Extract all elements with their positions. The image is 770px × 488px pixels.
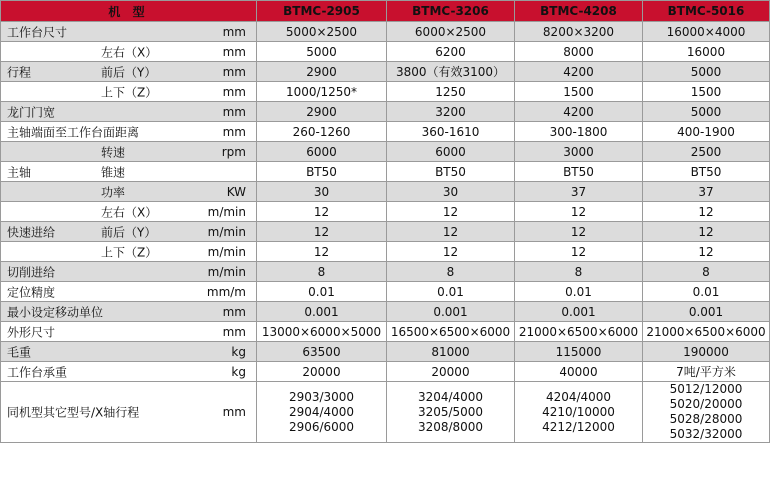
row-label [1, 122, 257, 142]
spec-value: 5000×2500 [257, 22, 387, 42]
unit-label: mm [222, 64, 246, 79]
spec-value: 6200 [387, 42, 515, 62]
spec-value: 2900 [257, 102, 387, 122]
unit-label: mm [222, 304, 246, 319]
unit-label: m/min [207, 244, 246, 259]
model-header: BTMC-5016 [643, 1, 770, 22]
unit-label: mm [222, 44, 246, 59]
spec-row [1, 82, 770, 102]
spec-row [1, 142, 770, 162]
unit-label: mm [222, 24, 246, 39]
row-label [1, 302, 257, 322]
spec-value: 20000 [387, 362, 515, 382]
spec-value: 7吨/平方米 [643, 362, 770, 382]
spec-value: 1250 [387, 82, 515, 102]
row-label [1, 142, 257, 162]
spec-value: 0.001 [515, 302, 643, 322]
spec-value: 12 [643, 242, 770, 262]
spec-row [1, 42, 770, 62]
variant-item: 3208/8000 [417, 419, 484, 434]
row-label [1, 342, 257, 362]
spec-row [1, 262, 770, 282]
row-label [1, 162, 257, 182]
param-name: 定位精度 [7, 285, 56, 299]
variant-item: 4204/4000 [545, 389, 612, 404]
param-name: 最小设定移动单位 [7, 305, 104, 319]
spec-value: BT50 [643, 162, 770, 182]
spec-value: 400-1900 [643, 122, 770, 142]
spec-value: 81000 [387, 342, 515, 362]
variant-list [643, 382, 770, 443]
spec-value: 115000 [515, 342, 643, 362]
spec-row [1, 222, 770, 242]
variant-item: 3205/5000 [417, 404, 484, 419]
param-name: 工作台尺寸 [7, 25, 68, 39]
row-label [1, 202, 257, 222]
model-header-label: 机 型 [1, 1, 257, 22]
spec-value: 1500 [515, 82, 643, 102]
spec-value: 16000×4000 [643, 22, 770, 42]
spec-value: 16500×6500×6000 [387, 322, 515, 342]
row-label [1, 182, 257, 202]
unit-label: m/min [207, 224, 246, 239]
sub-param: 左右（X） [101, 45, 158, 59]
sub-param: 上下（Z） [101, 85, 158, 99]
variant-item: 5032/32000 [669, 427, 743, 441]
spec-value: 0.001 [643, 302, 770, 322]
spec-value: 12 [515, 202, 643, 222]
variant-item: 5020/20000 [669, 397, 743, 411]
variant-item: 5012/12000 [669, 382, 743, 396]
spec-value: 5000 [257, 42, 387, 62]
model-header: BTMC-2905 [257, 1, 387, 22]
unit-label: mm [222, 104, 246, 119]
unit-label: mm [222, 84, 246, 99]
spec-value: BT50 [257, 162, 387, 182]
row-label [1, 262, 257, 282]
sub-param: 左右（X） [101, 205, 158, 219]
header-row [1, 1, 770, 22]
spec-value: 5000 [643, 62, 770, 82]
variant-list [515, 382, 643, 443]
spec-value: 12 [257, 242, 387, 262]
model-header: BTMC-3206 [387, 1, 515, 22]
spec-value: 300-1800 [515, 122, 643, 142]
row-label [1, 362, 257, 382]
spec-row [1, 102, 770, 122]
unit-label: m/min [207, 204, 246, 219]
variant-item: 5028/28000 [669, 412, 743, 426]
spec-value: 3000 [515, 142, 643, 162]
unit-label: mm [222, 324, 246, 339]
spec-value: 20000 [257, 362, 387, 382]
unit-label: kg [231, 364, 246, 379]
sub-param: 锥速 [101, 165, 126, 179]
variant-list [387, 382, 515, 443]
spec-value: 12 [257, 202, 387, 222]
spec-value: 1500 [643, 82, 770, 102]
variant-item: 2903/3000 [288, 389, 355, 404]
spec-row [1, 362, 770, 382]
spec-value: 3200 [387, 102, 515, 122]
spec-value: 30 [257, 182, 387, 202]
spec-value: BT50 [387, 162, 515, 182]
variant-item: 2906/6000 [288, 419, 355, 434]
spec-value: 12 [387, 202, 515, 222]
unit-label: mm/m [206, 284, 246, 299]
spec-value: 12 [643, 222, 770, 242]
spec-value: 12 [643, 202, 770, 222]
spec-row [1, 302, 770, 322]
spec-row [1, 342, 770, 362]
param-name: 毛重 [7, 345, 32, 359]
sub-param: 功率 [101, 185, 126, 199]
spec-row [1, 182, 770, 202]
variant-item: 4212/12000 [542, 419, 615, 434]
group-label: 主轴 [7, 165, 32, 179]
spec-value: 360-1610 [387, 122, 515, 142]
spec-value: 21000×6500×6000 [515, 322, 643, 342]
spec-value: 6000×2500 [387, 22, 515, 42]
spec-value: 0.01 [257, 282, 387, 302]
spec-value: 30 [387, 182, 515, 202]
spec-value: 0.001 [257, 302, 387, 322]
spec-value: 2900 [257, 62, 387, 82]
variant-list [257, 382, 387, 443]
variant-item: 2904/4000 [288, 404, 355, 419]
spec-value: 8200×3200 [515, 22, 643, 42]
spec-row [1, 62, 770, 82]
spec-value: 12 [515, 242, 643, 262]
spec-value: 37 [515, 182, 643, 202]
row-label [1, 102, 257, 122]
spec-value: 1000/1250* [257, 82, 387, 102]
spec-value: 40000 [515, 362, 643, 382]
spec-value: 260-1260 [257, 122, 387, 142]
unit-label: rpm [221, 144, 246, 159]
spec-row [1, 22, 770, 42]
spec-value: 12 [515, 222, 643, 242]
param-name: 主轴端面至工作台面距离 [7, 125, 140, 139]
group-label: 快速进给 [7, 225, 56, 239]
row-label [1, 282, 257, 302]
spec-value: 63500 [257, 342, 387, 362]
unit-label: m/min [207, 264, 246, 279]
spec-value: 37 [643, 182, 770, 202]
row-label [1, 62, 257, 82]
spec-value: 12 [257, 222, 387, 242]
spec-row [1, 202, 770, 222]
unit-label: mm [222, 124, 246, 139]
spec-value: 4200 [515, 102, 643, 122]
row-label [1, 382, 257, 443]
param-name: 同机型其它型号/X轴行程 [7, 405, 140, 420]
sub-param: 前后（Y） [101, 65, 157, 79]
spec-row [1, 242, 770, 262]
spec-value: 5000 [643, 102, 770, 122]
unit-label: mm [222, 405, 246, 419]
spec-value: 12 [387, 242, 515, 262]
row-label [1, 242, 257, 262]
spec-row [1, 162, 770, 182]
variant-item: 3204/4000 [417, 389, 484, 404]
spec-row [1, 282, 770, 302]
sub-param: 上下（Z） [101, 245, 158, 259]
spec-row [1, 322, 770, 342]
row-label [1, 82, 257, 102]
param-name: 龙门门宽 [7, 105, 56, 119]
row-label [1, 222, 257, 242]
spec-value: 6000 [257, 142, 387, 162]
spec-value: 8 [257, 262, 387, 282]
param-name: 工作台承重 [7, 365, 68, 379]
unit-label: kg [231, 344, 246, 359]
spec-value: BT50 [515, 162, 643, 182]
spec-value: 0.001 [387, 302, 515, 322]
sub-param: 转速 [101, 145, 126, 159]
spec-value: 0.01 [643, 282, 770, 302]
sub-param: 前后（Y） [101, 225, 157, 239]
model-header: BTMC-4208 [515, 1, 643, 22]
param-name: 外形尺寸 [7, 325, 56, 339]
spec-value: 8000 [515, 42, 643, 62]
spec-value: 4200 [515, 62, 643, 82]
spec-value: 2500 [643, 142, 770, 162]
variant-item: 4210/10000 [542, 404, 615, 419]
spec-value: 0.01 [515, 282, 643, 302]
spec-value: 21000×6500×6000 [643, 322, 770, 342]
spec-value: 190000 [643, 342, 770, 362]
spec-value: 16000 [643, 42, 770, 62]
spec-value: 0.01 [387, 282, 515, 302]
row-label [1, 42, 257, 62]
spec-value: 13000×6000×5000 [257, 322, 387, 342]
spec-value: 3800（有效3100） [387, 62, 515, 82]
spec-value: 8 [515, 262, 643, 282]
param-name: 切削进给 [7, 265, 56, 279]
row-label [1, 322, 257, 342]
group-label: 行程 [7, 65, 32, 79]
spec-value: 6000 [387, 142, 515, 162]
row-label [1, 22, 257, 42]
variants-row [1, 382, 770, 443]
spec-value: 12 [387, 222, 515, 242]
spec-value: 8 [387, 262, 515, 282]
unit-label: KW [226, 184, 246, 199]
spec-value: 8 [643, 262, 770, 282]
spec-row [1, 122, 770, 142]
